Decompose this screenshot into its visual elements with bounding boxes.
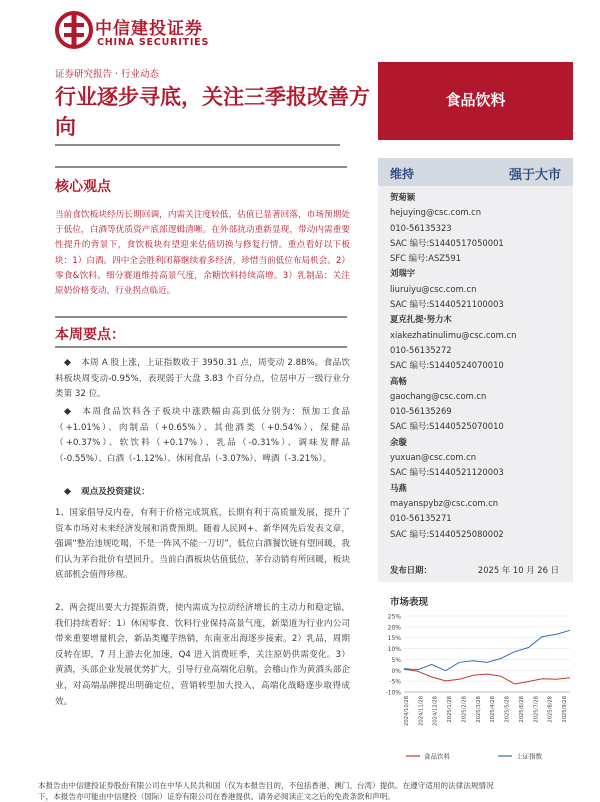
y-tick-label: 5%: [391, 656, 401, 664]
market-performance-chart: [376, 606, 576, 766]
analyst-email[interactable]: liuruiyu@csc.com.cn: [390, 283, 477, 294]
analyst-cert1: SAC 编号:S1440517050001: [390, 237, 504, 248]
y-tick-label: 10%: [387, 646, 401, 654]
industry-banner: [378, 62, 573, 140]
series-line-food-beverage: [404, 669, 570, 684]
analyst-phone: 010-56135323: [390, 222, 452, 233]
chart-title: 市场表现: [390, 597, 429, 608]
view-paragraph-1: 1、国家倡导反内卷，有利于价格完成筑底，长期有利于高质量发展，提升了资本市场对未来经济发展和消费预期。随着人民网+、新华网先后发表文章，强调“整治违规吃喝，不是一阵风不能一刀切”，低位白酒餐饮链有望回暖，我们认为茅台批价有望回升。当前白酒板块估值低位，茅台动销有所回暖，板块底部机会值得珍视。: [55, 508, 350, 581]
legend-label: 上证指数: [516, 752, 542, 761]
rating-value: 强于大市: [508, 168, 561, 183]
analyst-email[interactable]: xiakezhatinulimu@csc.com.cn: [390, 329, 517, 340]
analyst-email[interactable]: mayanspybz@csc.com.cn: [390, 497, 499, 508]
week-heading: 本周要点：: [55, 327, 125, 343]
analyst-name: 高畅: [390, 375, 407, 386]
x-tick-label: 2024/10/28: [404, 696, 410, 726]
disclaimer-line-2: 下，本报告亦可能由中信建投（国际）证券有限公司在香港提供。请务必阅读正文之后的免责条款和声明。: [38, 792, 395, 801]
release-date: 发布日期： 2025 年 10 月 26 日: [390, 565, 559, 575]
bullet-views: 观点及投资建议：: [55, 485, 350, 501]
company-logo-icon: [55, 11, 93, 49]
x-tick-label: 2025/8/28: [547, 696, 554, 723]
series-line-shanghai-index: [404, 630, 570, 670]
report-title: 行业逐步寻底，关注三季报改善方向: [55, 85, 370, 139]
analyst-cert2: SFC 编号:ASZ591: [390, 253, 461, 264]
x-tick-label: 2025/9/28: [562, 696, 568, 723]
y-tick-label: -5%: [389, 678, 401, 686]
x-tick-label: 2025/1/28: [447, 696, 454, 723]
disclaimer-footer: [38, 780, 578, 802]
bullet-diamond-icon: [64, 358, 71, 365]
analyst-sidebar: [378, 158, 573, 582]
core-summary: 当前食饮板块经历长期回调，内需关注度较低，估值已显著回落，市场预期处于低位，白酒等优质资产底部逻辑清晰。在外部扰动重新显现，带动内需重要性提升的背景下，食饮板块有望迎来估值切换与修复行情。重点看好以下板块：1）白酒。四中全会胜利闭幕继续着多经济，珍惜当前低位布局机会。2）零食&饮料。细分赛道维持高景气度，余糖饮料持续高增。3）乳制品：关注原奶价格变动，行业拐点临近。: [55, 210, 350, 297]
x-tick-label: 2025/6/28: [518, 696, 525, 723]
x-tick-label: 2025/3/28: [475, 696, 482, 723]
analyst-list: [390, 190, 570, 542]
analyst-cert1: SAC 编号:S1440521120003: [390, 467, 504, 478]
bullet-diamond-icon: [64, 487, 71, 494]
analyst-cert1: SAC 编号:S1440525070010: [390, 421, 504, 432]
analyst-email[interactable]: gaochang@csc.com.cn: [390, 390, 487, 401]
x-tick-label: 2024/11/28: [418, 696, 425, 726]
core-heading: 核心观点: [55, 179, 111, 195]
y-tick-label: 25%: [387, 613, 401, 621]
bullet-subsectors: 本周食品饮料各子板块中涨跌幅由高到低分别为：预加工食品（+1.01%）、肉制品（+0.65%）、其他酒类（+0.54%）、保健品（+0.37%）、软饮料（+0.17%）、乳品（-0.31%）、调味发酵品（-0.55%）、白酒（-1.12%）、休闲食品（-3.07%）、啤酒（-3.21%）。: [55, 407, 350, 464]
legend-label: 食品饮料: [424, 752, 450, 761]
week-divider-top: [55, 316, 347, 318]
x-tick-label: 2025/7/28: [533, 696, 540, 723]
x-tick-label: 2025/5/28: [504, 696, 511, 723]
view-paragraph-2: 2、两会提出要大力提振消费，使内需成为拉动经济增长的主动力和稳定锚，我们持续看好：1）休闲零食、饮料行业保持高景气度，新渠道为行业内公司带来重要增量机会，新品类魔芋热销，东南亚出海逐步接索。2）乳品，周期反转在即，7 月上游去化加速，Q4 进入消费旺季，关注原奶供需变化。3）黄酒，头部企业发展优势扩大，引导行业高端化启航，会稽山作为黄酒头部企业，对高端品牌提出明确定位，营销转型加大投入，高端化战略逐步取得成效。: [55, 603, 350, 707]
week-divider-bottom: [55, 346, 347, 348]
analyst-email[interactable]: hejuying@csc.com.cn: [390, 207, 482, 218]
y-tick-label: 15%: [387, 635, 401, 643]
industry-name: 食品饮料: [445, 91, 506, 109]
analyst-name: 余璇: [390, 436, 407, 447]
rating-bar: [378, 158, 573, 186]
x-tick-label: 2024/12/28: [432, 696, 439, 726]
analyst-name: 马燕: [390, 482, 407, 493]
report-type: 证券研究报告 · 行业动态: [55, 69, 160, 80]
y-tick-label: 0%: [391, 667, 401, 675]
analyst-phone: 010-56135269: [390, 406, 452, 417]
analyst-cert1: SAC 编号:S1440524070010: [390, 360, 504, 371]
analyst-name: 贺菊颖: [390, 192, 416, 202]
analyst-name: 刘瑞宇: [390, 268, 416, 279]
analyst-email[interactable]: yuxuan@csc.com.cn: [390, 452, 477, 463]
y-tick-label: -10%: [385, 689, 401, 697]
disclaimer-line-1: 本报告由中信建投证券股份有限公司在中华人民共和国（仅为本报告目的，不包括香港、澳门、台湾）提供。在遵守适用的法律法规情况: [38, 781, 494, 790]
logo-english-name: CHINA SECURITIES: [97, 37, 210, 48]
analyst-phone: 010-56135272: [390, 344, 452, 355]
bullet-diamond-icon: [64, 407, 71, 414]
company-logo: [55, 10, 225, 50]
analyst-cert1: SAC 编号:S1440521100003: [390, 299, 504, 310]
analyst-cert1: SAC 编号:S1440525080002: [390, 528, 504, 539]
title-divider: [55, 144, 340, 146]
x-tick-label: 2025/2/28: [461, 696, 468, 723]
y-tick-label: 20%: [387, 624, 401, 632]
x-tick-label: 2025/4/28: [490, 696, 497, 723]
bullet-market: 本周 A 股上涨，上证指数收于 3950.31 点，周变动 2.88%。食品饮料板块周变动-0.95%，表现弱于大盘 3.83 个百分点，位居申万一级行业分类第 32 位。: [55, 358, 350, 400]
analyst-name: 夏克扎提·努力木: [390, 314, 452, 325]
analyst-phone: 010-56135271: [390, 513, 452, 524]
logo-chinese-name: 中信建投证券: [95, 19, 203, 39]
rating-action: 维持: [390, 167, 415, 181]
core-divider-top: [55, 166, 347, 168]
